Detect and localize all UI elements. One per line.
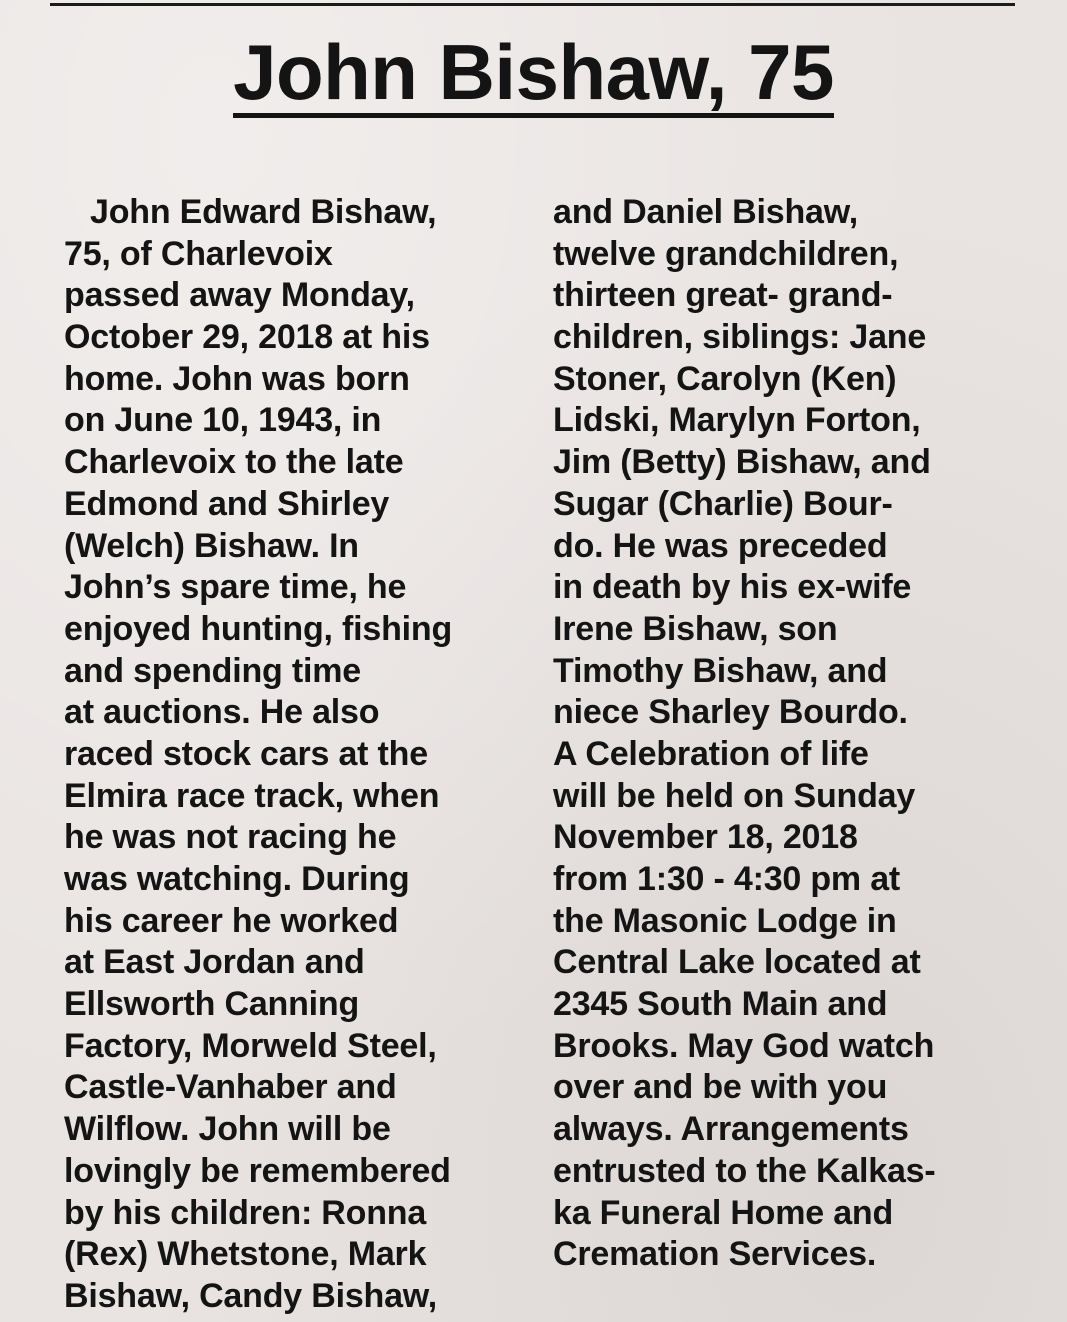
text-line: raced stock cars at the <box>64 734 428 773</box>
text-line: Bishaw, Candy Bishaw, <box>64 1276 438 1315</box>
text-line: home. John was born <box>64 359 410 398</box>
text-line: in death by his ex-wife <box>553 568 912 607</box>
text-line: enjoyed hunting, fishing <box>64 609 453 648</box>
text-line: Factory, Morweld Steel, <box>64 1026 437 1065</box>
text-line: thirteen great- grand- <box>553 276 893 315</box>
top-rule <box>50 3 1015 6</box>
obituary-column-left <box>64 192 524 1318</box>
text-line: Elmira race track, when <box>64 776 440 815</box>
text-line: twelve grandchildren, <box>553 234 899 273</box>
text-line: the Masonic Lodge in <box>553 901 897 940</box>
text-line: October 29, 2018 at his <box>64 318 430 357</box>
text-line: and spending time <box>64 651 361 690</box>
text-line: entrusted to the Kalkas- <box>553 1151 936 1190</box>
text-line: Edmond and Shirley <box>64 484 390 523</box>
obituary-column-right <box>553 192 1013 1276</box>
text-line: Lidski, Marylyn Forton, <box>553 401 921 440</box>
text-line: on June 10, 1943, in <box>64 401 382 440</box>
text-line: (Welch) Bishaw. In <box>64 526 359 565</box>
text-line: at East Jordan and <box>64 943 365 982</box>
text-line: over and be with you <box>553 1068 888 1107</box>
text-line: always. Arrangements <box>553 1110 909 1149</box>
text-line: Ellsworth Canning <box>64 985 360 1024</box>
text-line: at auctions. He also <box>64 693 380 732</box>
text-line: Irene Bishaw, son <box>553 609 838 648</box>
text-line: Timothy Bishaw, and <box>553 651 888 690</box>
text-line: ka Funeral Home and <box>553 1193 894 1232</box>
text-line: Castle-Vanhaber and <box>64 1068 397 1107</box>
text-line: will be held on Sunday <box>553 776 916 815</box>
text-line: passed away Monday, <box>64 276 415 315</box>
text-line: Charlevoix to the late <box>64 443 404 482</box>
text-line: Wilflow. John will be <box>64 1110 391 1149</box>
text-line: he was not racing he <box>64 818 397 857</box>
headline-text: John Bishaw, 75 <box>233 28 834 116</box>
text-line: Stoner, Carolyn (Ken) <box>553 359 897 398</box>
text-line: November 18, 2018 <box>553 818 858 857</box>
text-line: John’s spare time, he <box>64 568 407 607</box>
text-line: by his children: Ronna <box>64 1193 427 1232</box>
text-line: Cremation Services. <box>553 1235 877 1274</box>
text-line: Brooks. May God watch <box>553 1026 935 1065</box>
text-line: his career he worked <box>64 901 399 940</box>
text-line: Central Lake located at <box>553 943 921 982</box>
text-line: 2345 South Main and <box>553 985 888 1024</box>
obituary-headline <box>0 26 1067 118</box>
text-line: from 1:30 - 4:30 pm at <box>553 860 901 898</box>
text-line: A Celebration of life <box>553 734 869 773</box>
text-line: children, siblings: Jane <box>553 318 927 357</box>
text-line: Sugar (Charlie) Bour- <box>553 484 893 523</box>
text-line: 75, of Charlevoix <box>64 234 333 273</box>
text-line: John Edward Bishaw, <box>90 193 437 231</box>
text-line: was watching. During <box>64 860 410 898</box>
text-line: Jim (Betty) Bishaw, and <box>553 443 931 482</box>
text-line: niece Sharley Bourdo. <box>553 693 908 732</box>
text-line: (Rex) Whetstone, Mark <box>64 1235 427 1274</box>
text-line: lovingly be remembered <box>64 1151 451 1190</box>
text-line: and Daniel Bishaw, <box>553 193 858 231</box>
text-line: do. He was preceded <box>553 526 888 565</box>
